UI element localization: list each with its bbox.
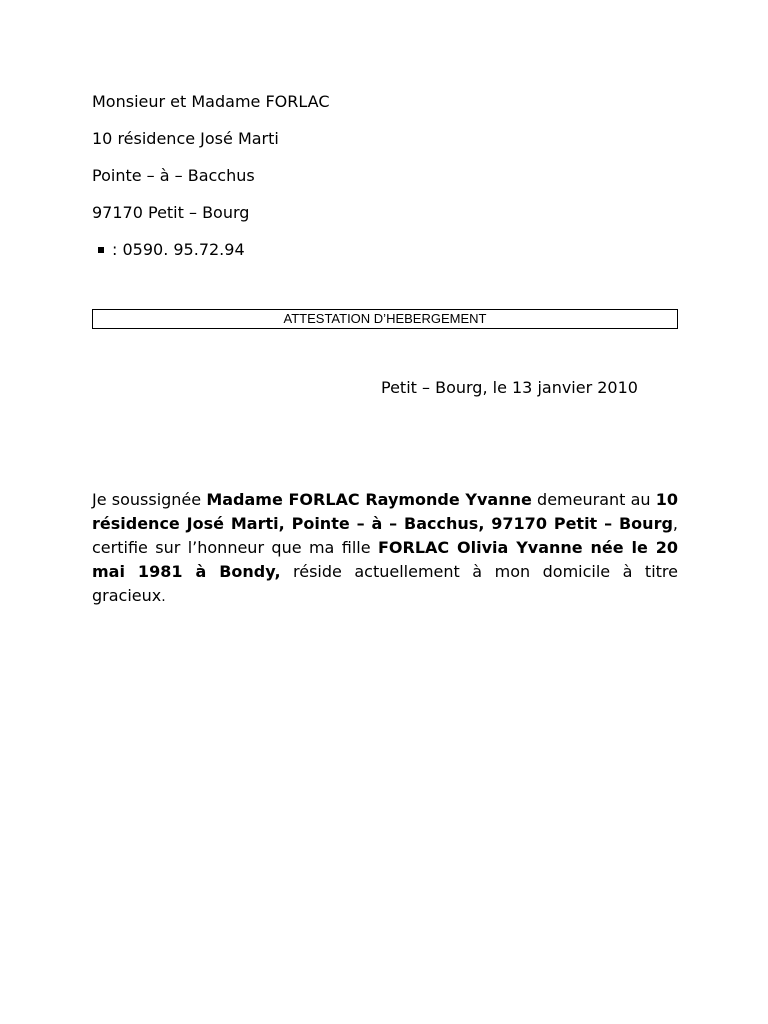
attestation-body: [92, 488, 678, 609]
document-title: ATTESTATION D’HEBERGEMENT: [92, 309, 678, 329]
body-text-3: , certifie sur l’honneur que ma fille: [92, 514, 678, 557]
body-text-4: réside actuellement à mon domicile à titre gracieux: [92, 562, 678, 605]
sender-city: 97170 Petit – Bourg: [92, 203, 250, 222]
place-date: Petit – Bourg, le 13 janvier 2010: [381, 378, 638, 397]
body-text-1: Je soussignée: [92, 490, 207, 509]
sender-street: 10 résidence José Marti: [92, 129, 279, 148]
body-text-5: .: [161, 589, 166, 605]
sender-name: Monsieur et Madame FORLAC: [92, 92, 330, 111]
body-bold-name: Madame FORLAC Raymonde Yvanne: [206, 490, 532, 509]
phone-icon: [98, 247, 104, 253]
body-text-2: demeurant au: [531, 490, 656, 509]
body-bold-daughter: FORLAC Olivia Yvanne née le 20 mai 1981 à Bondy,: [92, 538, 679, 581]
sender-area: Pointe – à – Bacchus: [92, 166, 255, 185]
sender-phone: : 0590. 95.72.94: [112, 240, 245, 259]
body-bold-address: 10 résidence José Marti, Pointe – à – Bacchus, 97170 Petit – Bourg: [92, 490, 678, 533]
sender-phone-line: [92, 240, 245, 260]
